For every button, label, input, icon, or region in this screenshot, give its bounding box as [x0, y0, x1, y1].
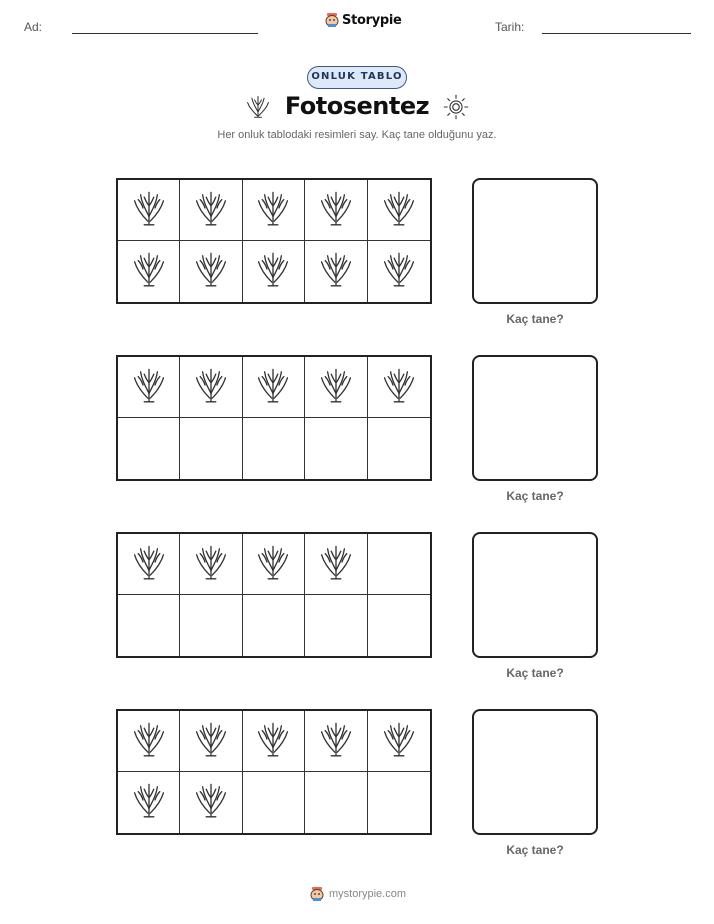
answer-label-3: Kaç tane? — [506, 666, 564, 680]
frame-cell — [118, 772, 180, 833]
frame-cell — [368, 418, 430, 479]
coral-icon — [131, 249, 167, 294]
frame-cell — [368, 241, 430, 302]
coral-icon — [193, 780, 229, 825]
coral-icon — [131, 719, 167, 764]
frame-cell — [180, 180, 242, 241]
answer-box-4[interactable] — [472, 709, 598, 835]
page-title: Fotosentez — [284, 92, 430, 120]
coral-icon — [193, 365, 229, 410]
frame-cell — [305, 711, 367, 772]
storypie-mascot-icon — [325, 12, 339, 28]
frame-cell — [243, 534, 305, 595]
frame-cell — [118, 711, 180, 772]
coral-icon — [255, 542, 291, 587]
coral-icon — [131, 780, 167, 825]
coral-icon — [193, 249, 229, 294]
brand-name: Storypie — [342, 12, 402, 28]
frame-cell — [118, 418, 180, 479]
ten-frame-4 — [116, 709, 432, 835]
ten-frame-3 — [116, 532, 432, 658]
frame-cell — [180, 418, 242, 479]
frame-cell — [243, 772, 305, 833]
answer-label-1: Kaç tane? — [506, 312, 564, 326]
footer — [309, 886, 406, 902]
answer-label-2: Kaç tane? — [506, 489, 564, 503]
frame-cell — [368, 772, 430, 833]
ten-frame-2 — [116, 355, 432, 481]
frame-cell — [368, 595, 430, 656]
frame-cell — [368, 534, 430, 595]
frame-cell — [305, 180, 367, 241]
coral-icon — [193, 719, 229, 764]
frame-cell — [243, 180, 305, 241]
frame-cell — [180, 241, 242, 302]
coral-icon — [131, 542, 167, 587]
frame-cell — [180, 595, 242, 656]
frame-cell — [180, 357, 242, 418]
coral-icon — [255, 249, 291, 294]
frame-cell — [243, 418, 305, 479]
coral-icon — [193, 188, 229, 233]
frame-cell — [368, 357, 430, 418]
frame-cell — [305, 595, 367, 656]
frame-cell — [305, 241, 367, 302]
date-line[interactable] — [542, 33, 691, 34]
frame-cell — [243, 241, 305, 302]
coral-icon — [255, 188, 291, 233]
footer-url[interactable]: mystorypie.com — [329, 888, 407, 900]
frame-cell — [180, 711, 242, 772]
coral-icon — [255, 365, 291, 410]
worksheet-type-badge: ONLUK TABLO — [307, 66, 407, 89]
sun-icon — [442, 93, 470, 126]
answer-box-1[interactable] — [472, 178, 598, 304]
frame-cell — [243, 711, 305, 772]
instruction-text: Her onluk tablodaki resimleri say. Kaç tane olduğunu yaz. — [217, 129, 497, 141]
coral-icon — [193, 542, 229, 587]
coral-icon — [318, 365, 354, 410]
coral-icon — [131, 365, 167, 410]
coral-icon — [318, 249, 354, 294]
coral-icon — [255, 719, 291, 764]
answer-box-2[interactable] — [472, 355, 598, 481]
answer-box-3[interactable] — [472, 532, 598, 658]
ten-frame-1 — [116, 178, 432, 304]
coral-icon — [381, 719, 417, 764]
name-line[interactable] — [72, 33, 258, 34]
frame-cell — [305, 534, 367, 595]
frame-cell — [368, 711, 430, 772]
frame-cell — [305, 418, 367, 479]
frame-cell — [118, 241, 180, 302]
frame-cell — [243, 595, 305, 656]
coral-icon — [381, 188, 417, 233]
frame-cell — [118, 357, 180, 418]
coral-icon — [381, 365, 417, 410]
answer-label-4: Kaç tane? — [506, 843, 564, 857]
frame-cell — [243, 357, 305, 418]
name-label: Ad: — [24, 20, 43, 34]
frame-cell — [118, 180, 180, 241]
brand-logo — [325, 12, 402, 28]
date-label: Tarih: — [495, 20, 525, 34]
coral-icon — [318, 719, 354, 764]
coral-icon — [318, 542, 354, 587]
frame-cell — [180, 772, 242, 833]
frame-cell — [368, 180, 430, 241]
coral-icon — [381, 249, 417, 294]
frame-cell — [118, 595, 180, 656]
frame-cell — [305, 357, 367, 418]
frame-cell — [305, 772, 367, 833]
coral-icon — [131, 188, 167, 233]
frame-cell — [180, 534, 242, 595]
coral-icon — [318, 188, 354, 233]
frame-cell — [118, 534, 180, 595]
storypie-mascot-icon — [309, 886, 325, 902]
